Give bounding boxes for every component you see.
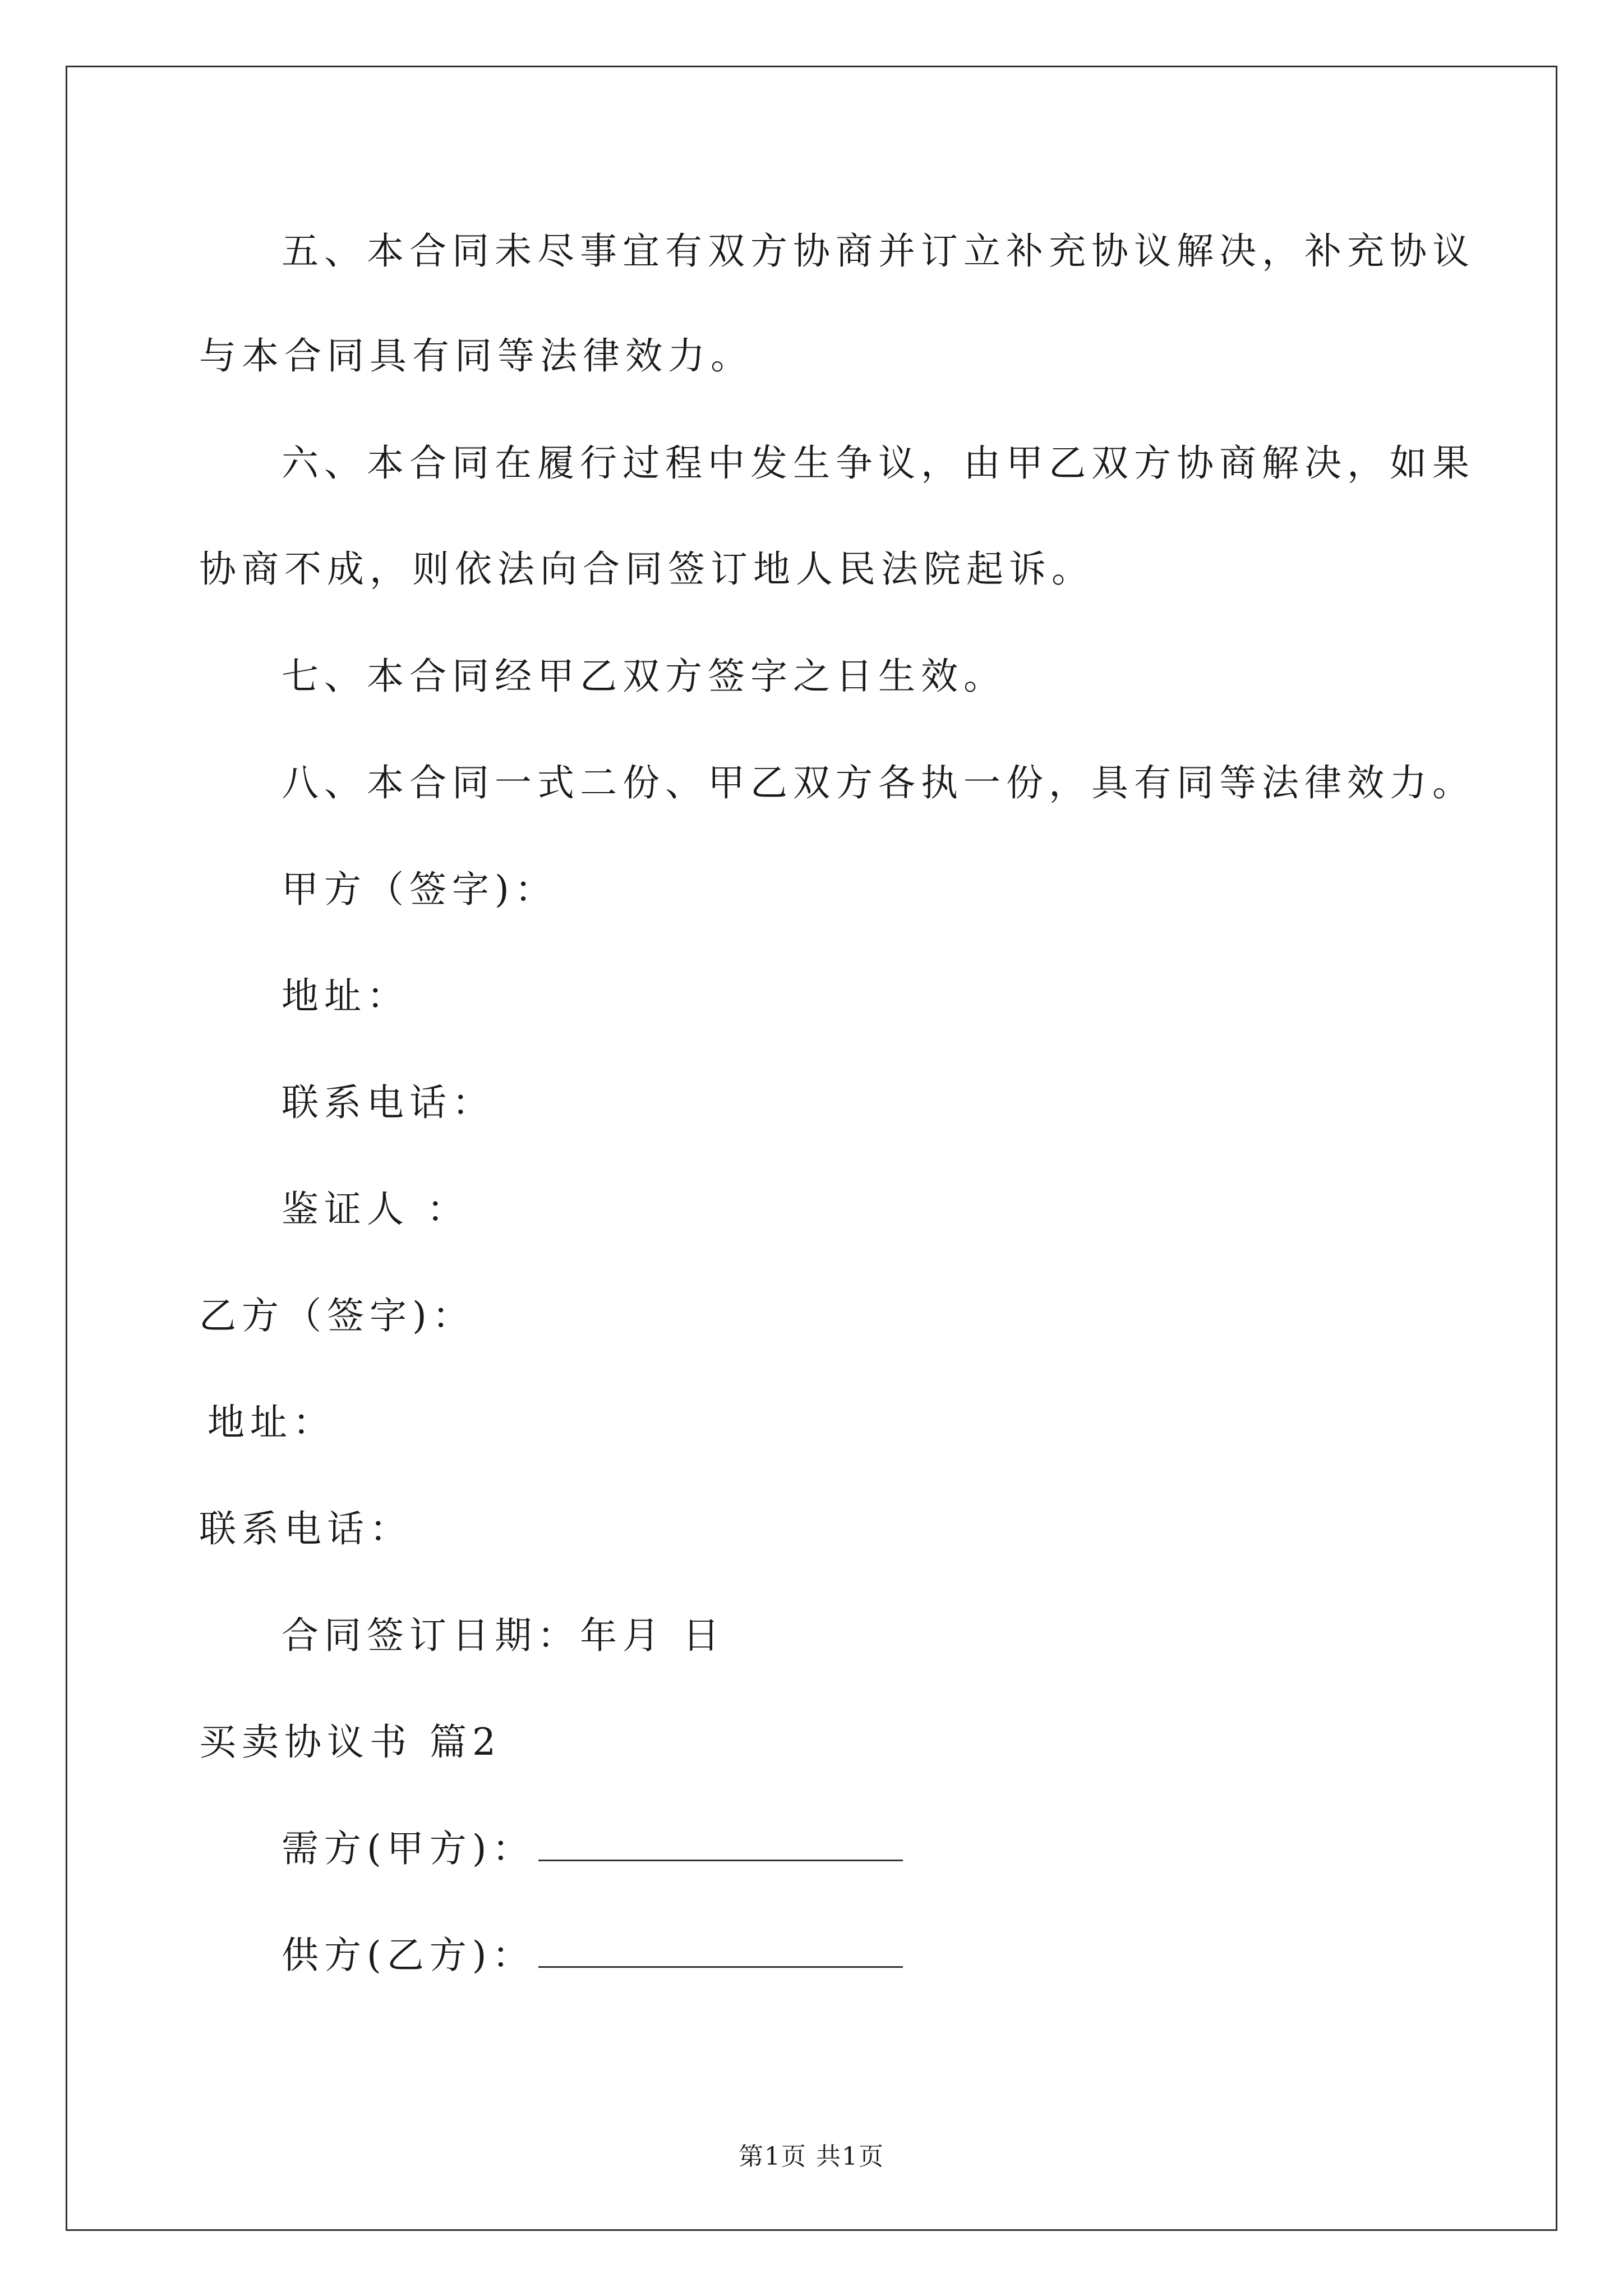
buyer-line: [282, 1827, 903, 1870]
page-footer: 第1页 共1页: [739, 2142, 884, 2171]
party-b-sign-label: 乙方（签字)：: [199, 1294, 475, 1337]
buyer-label: 需方(甲方)：: [282, 1827, 535, 1870]
seller-blank: [538, 1961, 903, 1968]
buyer-blank: [538, 1854, 903, 1861]
clause-6-line2: 协商不成，则依法向合同签订地人民法院起诉。: [199, 547, 1094, 591]
clause-5-line1: 五、本合同未尽事宜有双方协商并订立补充协议解决，补充协议: [282, 229, 1475, 273]
party-a-sign-label: 甲方（签字)：: [282, 868, 557, 911]
witness-label: 鉴证人 ：: [282, 1188, 469, 1231]
party-b-phone-label: 联系电话：: [199, 1507, 412, 1550]
page-border: [66, 66, 1557, 2231]
party-a-address-label: 地址：: [282, 974, 409, 1018]
seller-label: 供方(乙方)：: [282, 1934, 535, 1977]
section-title: 买卖协议书 篇2: [199, 1720, 501, 1764]
clause-8: 八、本合同一式二份、甲乙双方各执一份，具有同等法律效力。: [282, 761, 1475, 804]
party-b-address-label: 地址：: [208, 1401, 335, 1444]
sign-date-label: 合同签订日期：年月 日: [282, 1614, 725, 1657]
clause-6-line1: 六、本合同在履行过程中发生争议，由甲乙双方协商解决，如果: [282, 441, 1475, 485]
clause-7: 七、本合同经甲乙双方签字之日生效。: [282, 655, 1006, 698]
party-a-phone-label: 联系电话：: [282, 1081, 495, 1124]
clause-5-line2: 与本合同具有同等法律效力。: [199, 334, 753, 378]
seller-line: [282, 1934, 903, 1977]
